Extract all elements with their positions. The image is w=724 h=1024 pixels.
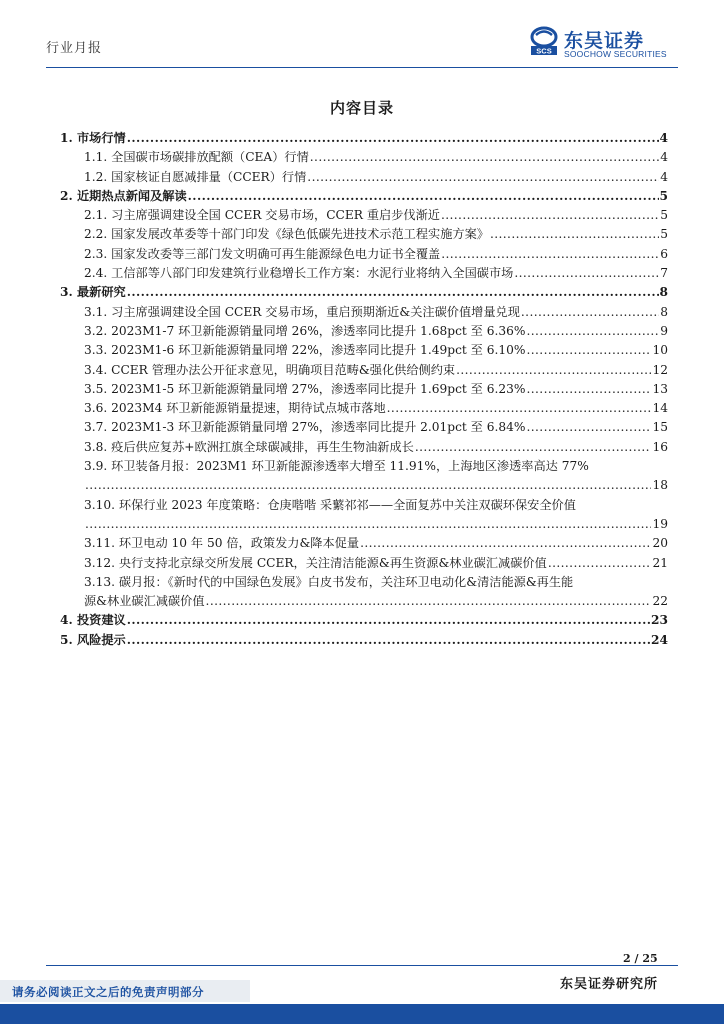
toc-entry-page: 24 — [651, 632, 668, 647]
toc-entry-page: 14 — [652, 401, 668, 416]
toc-leader-dots — [441, 206, 659, 225]
toc-entry[interactable] — [60, 283, 668, 302]
toc-entry-page: 4 — [659, 131, 668, 145]
disclaimer-text: 请务必阅读正文之后的免责声明部分 — [12, 985, 204, 999]
toc-entry[interactable] — [60, 341, 668, 360]
toc-entry-title: 3.1. 习主席强调建设全国 CCER 交易市场，重启预期渐近&关注碳价值增量兑现 — [84, 304, 520, 319]
toc-title: 内容目录 — [329, 99, 394, 117]
toc-entry-title: 2.1. 习主席强调建设全国 CCER 交易市场，CCER 重启步伐渐近 — [84, 208, 440, 223]
company-logo — [530, 26, 690, 62]
logo-mark-icon — [530, 26, 558, 56]
toc-entry-title: 1.1. 全国碳市场碳排放配额（CEA）行情 — [84, 150, 309, 165]
toc-leader-dots — [85, 476, 651, 495]
toc-entry-page: 21 — [652, 555, 668, 570]
logo-english-name: SOOCHOW SECURITIES — [564, 49, 667, 59]
toc-leader-dots — [307, 168, 659, 187]
toc-entry-title: 3.6. 2023M4 环卫新能源销量提速，期待试点城市落地 — [84, 401, 386, 416]
toc-entry-page: 13 — [652, 381, 668, 396]
toc-entry-page: 12 — [652, 362, 668, 377]
toc-leader-dots — [387, 399, 652, 418]
toc-entry[interactable] — [60, 457, 668, 476]
disclaimer-box — [0, 980, 250, 1002]
toc-entry-title: 3.5. 2023M1-5 环卫新能源销量同增 27%，渗透率同比提升 1.69pct 至 6.23% — [84, 381, 526, 396]
toc-leader-dots — [548, 554, 652, 573]
table-of-contents — [60, 129, 668, 650]
toc-entry-title: 3. 最新研究 — [60, 285, 126, 300]
toc-entry-page: 4 — [660, 169, 668, 184]
toc-leader-dots — [127, 631, 650, 650]
toc-leader-dots — [521, 303, 659, 322]
toc-entry-title: 4. 投资建议 — [60, 613, 126, 628]
toc-entry-page: 15 — [652, 420, 668, 435]
toc-entry-page: 7 — [660, 266, 668, 281]
toc-entry-page: 20 — [652, 536, 668, 551]
toc-leader-dots — [188, 187, 659, 206]
toc-entry[interactable] — [60, 264, 668, 283]
footer-bar — [0, 1004, 724, 1024]
toc-entry-title: 2. 近期热点新闻及解读 — [60, 188, 187, 203]
toc-leader-dots — [526, 322, 659, 341]
toc-entry[interactable] — [60, 303, 668, 322]
toc-entry-page: 5 — [660, 208, 668, 223]
toc-entry[interactable] — [60, 399, 668, 418]
footer-divider — [46, 965, 678, 966]
toc-entry[interactable] — [60, 496, 668, 515]
toc-entry-title: 3.8. 疫后供应复苏+欧洲扛旗全球碳减排，再生生物油新成长 — [84, 439, 414, 454]
toc-leader-dots — [360, 534, 651, 553]
toc-entry-page: 22 — [652, 594, 668, 609]
toc-entry-title: 3.3. 2023M1-6 环卫新能源销量同增 22%，渗透率同比提升 1.49pct 至 6.10% — [84, 343, 526, 358]
toc-entry[interactable] — [60, 611, 668, 630]
toc-leader-dots — [310, 148, 659, 167]
toc-entry-page: 9 — [660, 323, 668, 338]
toc-entry[interactable] — [60, 322, 668, 341]
header-divider — [46, 67, 678, 68]
toc-entry[interactable] — [60, 245, 668, 264]
toc-entry[interactable] — [60, 361, 668, 380]
toc-entry-title: 3.12. 央行支持北京绿交所发展 CCER，关注清洁能源&再生资源&林业碳汇减碳价值 — [84, 555, 547, 570]
toc-entry[interactable] — [60, 225, 668, 244]
toc-leader-dots — [526, 418, 651, 437]
toc-entry-title: 1. 市场行情 — [60, 131, 126, 145]
toc-entry-page: 23 — [651, 613, 668, 628]
toc-entry-page: 18 — [652, 478, 668, 493]
toc-entry[interactable] — [60, 380, 668, 399]
toc-entry-title: 3.10. 环保行业 2023 年度策略：仓庚喈喈 采蘩祁祁——全面复苏中关注双碳环保安全价值 — [84, 497, 576, 512]
toc-leader-dots — [441, 245, 659, 264]
page-number: 2 / 25 — [623, 952, 658, 965]
toc-leader-dots — [526, 341, 651, 360]
toc-entry-title: 2.3. 国家发改委等三部门发文明确可再生能源绿色电力证书全覆盖 — [84, 246, 441, 261]
toc-entry[interactable] — [60, 187, 668, 206]
toc-entry[interactable] — [60, 438, 668, 457]
toc-entry[interactable] — [60, 554, 668, 573]
toc-entry[interactable] — [60, 534, 668, 553]
toc-entry[interactable] — [60, 168, 668, 187]
logo-mark-text: SCS — [536, 46, 552, 56]
toc-entry[interactable] — [60, 206, 668, 225]
toc-entry-page: 16 — [652, 439, 668, 454]
toc-leader-dots — [514, 264, 659, 283]
toc-entry[interactable] — [60, 418, 668, 437]
toc-entry-page: 8 — [659, 285, 668, 300]
toc-entry-title: 3.13. 碳月报：《新时代的中国绿色发展》白皮书发布，关注环卫电动化&清洁能源&再生能 — [84, 574, 574, 589]
toc-entry[interactable] — [60, 129, 668, 148]
toc-entry-page: 5 — [660, 227, 668, 242]
toc-entry[interactable] — [60, 592, 668, 611]
toc-entry[interactable] — [60, 573, 668, 592]
toc-entry-title: 5. 风险提示 — [60, 632, 126, 647]
toc-entry-title: 3.2. 2023M1-7 环卫新能源销量同增 26%，渗透率同比提升 1.68pct 至 6.36% — [84, 323, 526, 338]
toc-entry-page: 19 — [652, 516, 668, 531]
toc-entry-title: 源&林业碳汇减碳价值 — [84, 594, 205, 609]
institute-name: 东吴证券研究所 — [560, 977, 659, 992]
report-type-label: 行业月报 — [46, 41, 103, 56]
toc-entry-title: 1.2. 国家核证自愿减排量（CCER）行情 — [84, 169, 307, 184]
toc-leader-dots — [490, 225, 659, 244]
toc-leader-dots — [127, 283, 659, 302]
toc-leader-dots — [127, 129, 659, 148]
toc-leader-dots — [206, 592, 652, 611]
toc-entry-title: 2.4. 工信部等八部门印发建筑行业稳增长工作方案：水泥行业将纳入全国碳市场 — [84, 266, 514, 281]
toc-entry-title: 3.9. 环卫装备月报：2023M1 环卫新能源渗透率大增至 11.91%，上海地区渗透率高达 77% — [84, 459, 589, 474]
logo-chinese-name: 东吴证券 — [564, 30, 645, 52]
toc-entry-page: 5 — [659, 188, 668, 203]
toc-entry-title: 3.7. 2023M1-3 环卫新能源销量同增 27%，渗透率同比提升 2.01pct 至 6.84% — [84, 420, 526, 435]
toc-leader-dots — [456, 361, 651, 380]
toc-entry-title: 3.4. CCER 管理办法公开征求意见，明确项目范畴&强化供给侧约束 — [84, 362, 456, 377]
toc-entry-page: 4 — [660, 150, 668, 165]
toc-entry-page: 6 — [660, 246, 668, 261]
toc-entry-page: 10 — [652, 343, 668, 358]
toc-entry[interactable] — [60, 631, 668, 650]
toc-entry-title: 2.2. 国家发展改革委等十部门印发《绿色低碳先进技术示范工程实施方案》 — [84, 227, 489, 242]
toc-entry[interactable] — [60, 148, 668, 167]
toc-leader-dots — [85, 515, 651, 534]
toc-entry[interactable] — [60, 515, 668, 534]
toc-leader-dots — [127, 611, 650, 630]
toc-entry-page: 8 — [660, 304, 668, 319]
toc-leader-dots — [526, 380, 651, 399]
toc-entry[interactable] — [60, 476, 668, 495]
toc-leader-dots — [415, 438, 652, 457]
toc-entry-title: 3.11. 环卫电动 10 年 50 倍，政策发力&降本促量 — [84, 536, 360, 551]
